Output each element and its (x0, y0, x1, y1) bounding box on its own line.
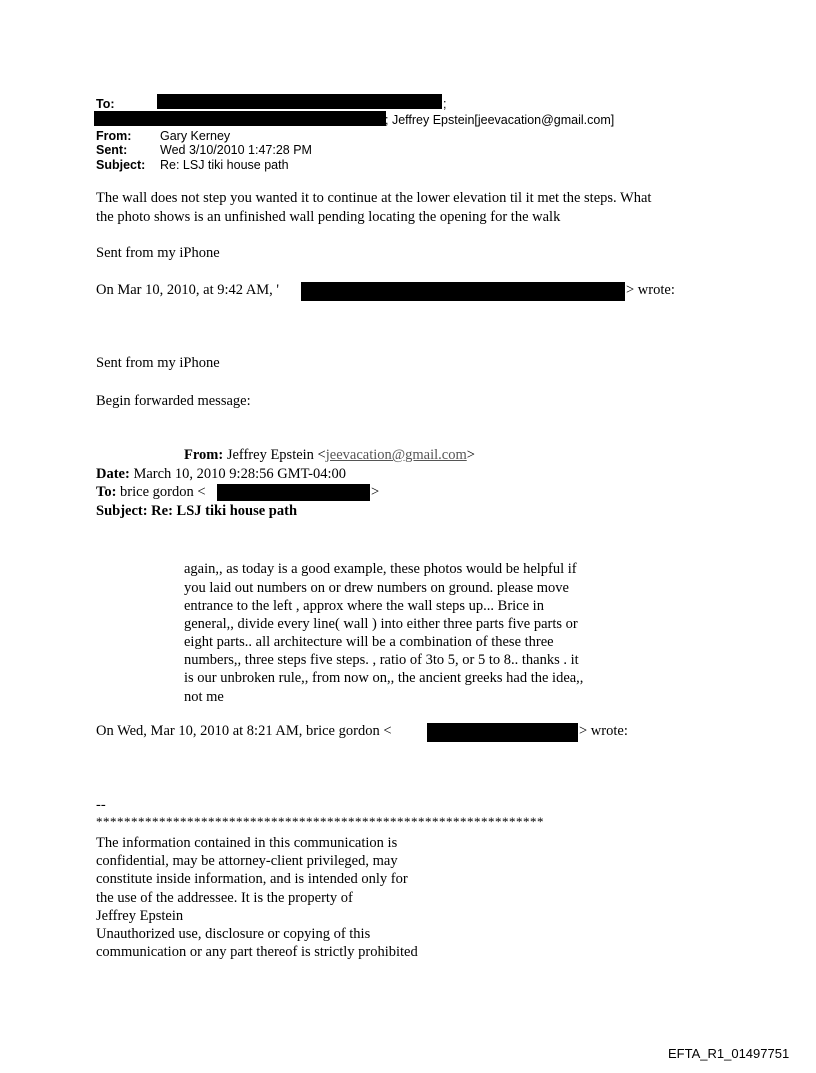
quote-attribution-suffix: > wrote: (579, 723, 628, 739)
quote-attribution: On Mar 10, 2010, at 9:42 AM, ' (96, 282, 280, 298)
redaction-bar (157, 94, 442, 109)
signature-dashes: -- (96, 797, 106, 813)
from-value: Gary Kerney (160, 129, 231, 143)
disclaimer-line: the use of the addressee. It is the property of (96, 890, 353, 906)
to-label: To: (96, 97, 115, 111)
redaction-bar (427, 723, 578, 742)
disclaimer-line: communication or any part thereof is strictly prohibited (96, 944, 418, 960)
fwd-subject-line: Subject: Re: LSJ tiki house path (96, 503, 298, 519)
quote-attribution: On Wed, Mar 10, 2010 at 8:21 AM, brice gordon < (96, 723, 392, 739)
fwd-from-close: > (466, 447, 475, 463)
star-separator: **************************************************************** (96, 814, 544, 829)
fwd-from-email-link[interactable]: jeevacation@gmail.com (325, 447, 467, 463)
to-recipients-line: ; Jeffrey Epstein[jeevacation@gmail.com] (385, 113, 615, 127)
sent-from-iphone: Sent from my iPhone (96, 355, 220, 371)
fwd-date-line (96, 465, 346, 484)
message-line: general,, divide every line( wall ) into either three parts five parts or (184, 616, 578, 632)
body-line: The wall does not step you wanted it to continue at the lower elevation til it met the steps. What (96, 190, 652, 206)
fwd-date-value: March 10, 2010 9:28:56 GMT-04:00 (129, 466, 346, 482)
fwd-to-value: brice gordon < (116, 484, 206, 500)
body-line: the photo shows is an unfinished wall pending locating the opening for the walk (96, 209, 561, 225)
disclaimer-line: confidential, may be attorney-client privileged, may (96, 853, 398, 869)
redaction-bar (217, 484, 370, 501)
quote-attribution-suffix: > wrote: (626, 282, 675, 298)
message-line: numbers,, three steps five steps. , ratio of 3to 5, or 5 to 8.. thanks . it (184, 652, 579, 668)
sent-label: Sent: (96, 143, 128, 157)
message-line: again,, as today is a good example, these photos would be helpful if (184, 561, 577, 577)
disclaimer-line: The information contained in this communication is (96, 835, 398, 851)
message-line: entrance to the left , approx where the wall steps up... Brice in (184, 598, 544, 614)
fwd-to-line (96, 483, 206, 502)
disclaimer-line: Unauthorized use, disclosure or copying of this (96, 926, 371, 942)
subject-value: Re: LSJ tiki house path (160, 158, 289, 172)
fwd-from-label: From: (184, 447, 224, 463)
to-separator: ; (443, 97, 447, 111)
redaction-bar (94, 111, 386, 126)
disclaimer-line: Jeffrey Epstein (96, 908, 184, 924)
begin-forwarded: Begin forwarded message: (96, 393, 251, 409)
fwd-from-line (184, 446, 475, 465)
document-id: EFTA_R1_01497751 (668, 1046, 790, 1061)
fwd-to-close: > (371, 484, 380, 500)
fwd-to-label: To: (96, 484, 117, 500)
sent-value: Wed 3/10/2010 1:47:28 PM (160, 143, 312, 157)
message-line: eight parts.. all architecture will be a combination of these three (184, 634, 554, 650)
fwd-from-name: Jeffrey Epstein < (223, 447, 326, 463)
message-line: is our unbroken rule,, from now on,, the ancient greeks had the idea,, (184, 670, 584, 686)
redaction-bar (301, 282, 625, 301)
message-line: not me (184, 689, 224, 705)
sent-from-iphone: Sent from my iPhone (96, 245, 220, 261)
disclaimer-line: constitute inside information, and is intended only for (96, 871, 408, 887)
message-line: you laid out numbers on or drew numbers on ground. please move (184, 580, 569, 596)
subject-label: Subject: (96, 158, 146, 172)
fwd-date-label: Date: (96, 466, 130, 482)
from-label: From: (96, 129, 132, 143)
